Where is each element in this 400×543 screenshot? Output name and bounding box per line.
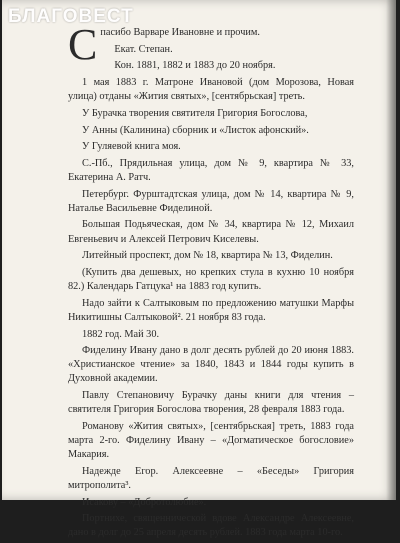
paragraph: 1882 год. Май 30. [82,328,160,340]
paragraph: У Анны (Калинина) сборник и «Листок афонский». [82,124,309,136]
drop-cap: С [68,20,98,69]
paragraph: Спасибо Варваре Ивановне и прочим. [68,20,260,69]
paragraph: Петербург. Фурштадтская улица, дом № 14, квартира № 9, Наталье Васильевне Фиделиной. [68,188,354,214]
paragraph: С.-Пб., Прядильная улица, дом № 9, квартира № 33, Екатерина А. Ратч. [68,157,354,183]
watermark-logo: БЛАГОВЕСТ [8,6,134,27]
paragraph: Надо зайти к Салтыковым по предложению матушки Марфы Никитишны Салтыковой². 21 ноября 83 года. [68,297,354,323]
book-page [2,0,396,539]
paragraph: Надежде Егор. Алексеевне – «Беседы» Григория митрополита³. [68,465,354,491]
paragraph: Портнихе, священнической вдове Александре Алексеевне, дано в долг до 25 апреля десять рублей. 1883 года марта 10-го. [68,513,354,539]
paragraph: Екат. Степан. [114,43,173,55]
paragraph: Большая Подьяческая, дом № 34, квартира № 12, Михаил Евгеньевич и Алексей Петрович Киселевы. [68,219,354,245]
paragraph: (Купить два дешевых, но крепких стула в кухню 10 ноября 82.) Календарь Гатцука¹ на 1883 год купить. [68,266,354,293]
paragraph: У Гуляевой книга моя. [82,141,181,153]
paragraph: Романову «Жития святых», [сентябрьская] треть, 1883 года марта 2-го. Фиделину Ивану – «Догматическое богословие» Макария. [68,420,354,461]
paragraph: Фиделину Ивану дано в долг десять рублей до 20 июня 1883. «Христианское чтение» за 1840, 1843 и 1844 годы купить в Духовной академии. [68,345,354,385]
paragraph: У Бурачка творения святителя Григория Богослова, [82,107,308,119]
paragraph: Исакову – «Добротолюбие». [82,496,207,508]
paragraph: Кон. 1881, 1882 и 1883 до 20 ноября. [114,60,276,72]
page-text [68,20,354,543]
page-edge-shadow [386,0,396,500]
paragraph: Литейный проспект, дом № 18, квартира № 13, Фиделин. [82,250,333,262]
paragraph: 1 мая 1883 г. Матроне Ивановой (дом Морозова, Новая улица) отданы «Жития святых», [сентябрьская] треть. [68,77,354,103]
paragraph: Павлу Степановичу Бурачку даны книги для чтения – святителя Григория Богослова творения, 28 февраля 1883 года. [68,390,354,416]
